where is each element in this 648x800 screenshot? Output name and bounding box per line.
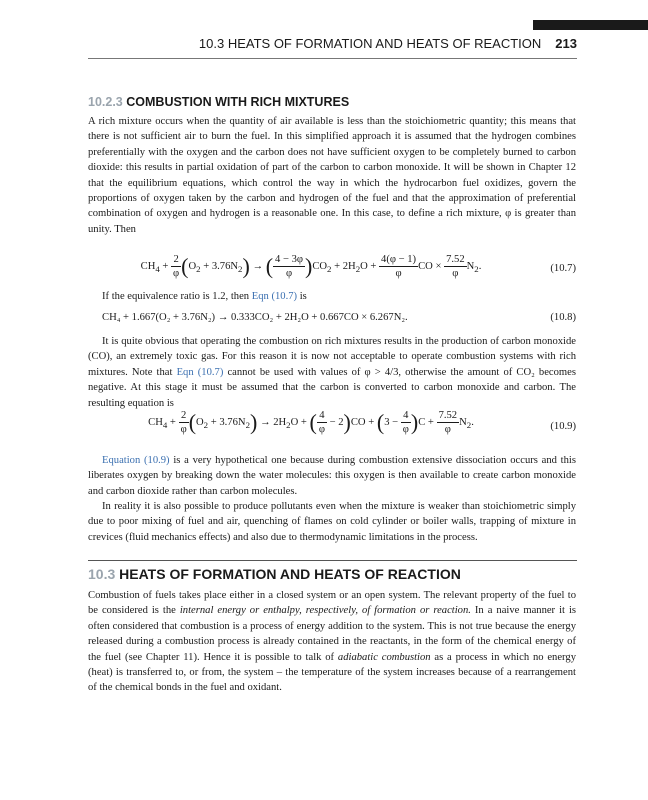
section-number: 10.3	[88, 566, 116, 582]
paragraph-hypothetical: Equation (10.9) is a very hypothetical one because during combustion extensive dissociation occurs and this liberates oxygen by breaking down the water molecules: this oxygen is then available to create carbon monoxide and carbon dioxide rather than carbon molecules.	[88, 455, 576, 497]
equation-10-8-body: CH₄ + 1.667(O₂ + 3.76N₂) → 0.333CO₂ + 2H₂O + 0.667CO × 6.267N₂.	[102, 312, 408, 323]
header-bar	[533, 20, 648, 30]
running-head	[199, 36, 577, 51]
section-rule	[88, 560, 577, 561]
subsection-number: 10.2.3	[88, 95, 123, 109]
section-title: HEATS OF FORMATION AND HEATS OF REACTION	[119, 566, 461, 582]
paragraph-pollutants: In reality it is also possible to produce pollutants even when the mixture is weaker than stoichiometric simply due to poor mixing of fuel and air, quenching of flames on cold cylinder or boiler walls, trapping of mixture in crevices (fluid mechanics effects) and also due to thermodynamic limitations in the process.	[88, 501, 576, 543]
equation-10-7	[88, 253, 576, 289]
section-heading	[88, 566, 461, 582]
equation-10-7-number: (10.7)	[550, 263, 576, 274]
eqn-10-7-link[interactable]: Eqn (10.7)	[251, 291, 298, 302]
equation-10-8-number: (10.8)	[550, 312, 576, 323]
equation-10-9-number: (10.9)	[550, 421, 576, 432]
equation-10-9-body: $CH_4$ + $\frac{2}{\varphi}$ $(O_2 + 3.76N_2) \to 2H_2O$ + ( $\frac{4}{\varphi}$ − 2)CO + (3 − $\frac{4}{\varphi}$ )C + $\frac{7.52}{\varphi}$ $N_2$.	[148, 409, 474, 435]
header-rule	[88, 58, 577, 59]
paragraph-heats: Combustion of fuels takes place either in a closed system or an open system. The relevant property of the fuel to be considered is the internal energy or enthalpy, respectively, of formation or reaction. In a naive manner it is often considered that combustion is a process of energy addition to the system. This is not true because the energy released during a combustion process is already contained in the reactants, in the form of the chemical energy of the fuel (see Chapter 11). Hence it is possible to talk of adiabatic combustion as a process in which no energy (heat) is transferred to, or from, the system – the temperature of the system increases because of a rearrangement of the chemical bonds in the fuel and oxidant.	[88, 590, 577, 694]
page-number: 213	[555, 36, 577, 51]
equation-10-8	[102, 312, 576, 323]
running-head-title: 10.3 HEATS OF FORMATION AND HEATS OF REACTION	[198, 36, 542, 51]
equation-10-9	[88, 409, 576, 445]
paragraph-rich-mixture: A rich mixture occurs when the quantity of air available is less than the stoichiometric quantity; this means that there is not sufficient air to burn the fuel. In this simplified approach it is assumed that the hydrogen combines preferentially with the oxygen and the carbon does not have sufficient oxygen to be completely burned to carbon dioxide: this results in partial oxidation of part of the carbon to carbon monoxide. It will be shown in Chapter 12 that the equilibrium equations, which control the way in which the hydrocarbon fuel oxidizes, govern the proportions of oxygen taken by the carbon and hydrogen of the fuel and that the approximation of preferential combination of oxygen and hydrogen is a reasonable one. In this case, to define a rich mixture, φ is greater than unity. Then	[88, 116, 576, 235]
subsection-title: COMBUSTION WITH RICH MIXTURES	[126, 95, 350, 109]
equation-10-7-body: $CH_4$ + $\frac{2}{\varphi}$ $(O_2 + 3.76N_2)$ → ( $\frac{4 - 3\varphi}{\varphi}$ )$CO_2 + 2H_2O$ + $\frac{4(\varphi - 1)}{\varphi}$ CO × $\frac{7.52}{\varphi}$ $N_2$.	[140, 253, 482, 279]
equation-10-9-link[interactable]: Equation (10.9)	[102, 455, 170, 466]
subsection-heading	[88, 95, 349, 109]
paragraph-co-toxic: It is quite obvious that operating the combustion on rich mixtures results in the production of carbon monoxide (CO), an extremely toxic gas. For this reason it is now not acceptable to operate combustion systems with rich mixtures. Note that Eqn (10.7) cannot be used with values of φ > 4/3, otherwise the amount of CO₂ becomes negative. At this stage it must be assumed that the carbon is converted to carbon monoxide and carbon. The resulting equation is	[88, 336, 576, 409]
eqn-10-7-link-2[interactable]: Eqn (10.7)	[176, 366, 224, 378]
paragraph-equivalence: If the equivalence ratio is 1.2, then Eqn (10.7) is	[102, 291, 307, 302]
